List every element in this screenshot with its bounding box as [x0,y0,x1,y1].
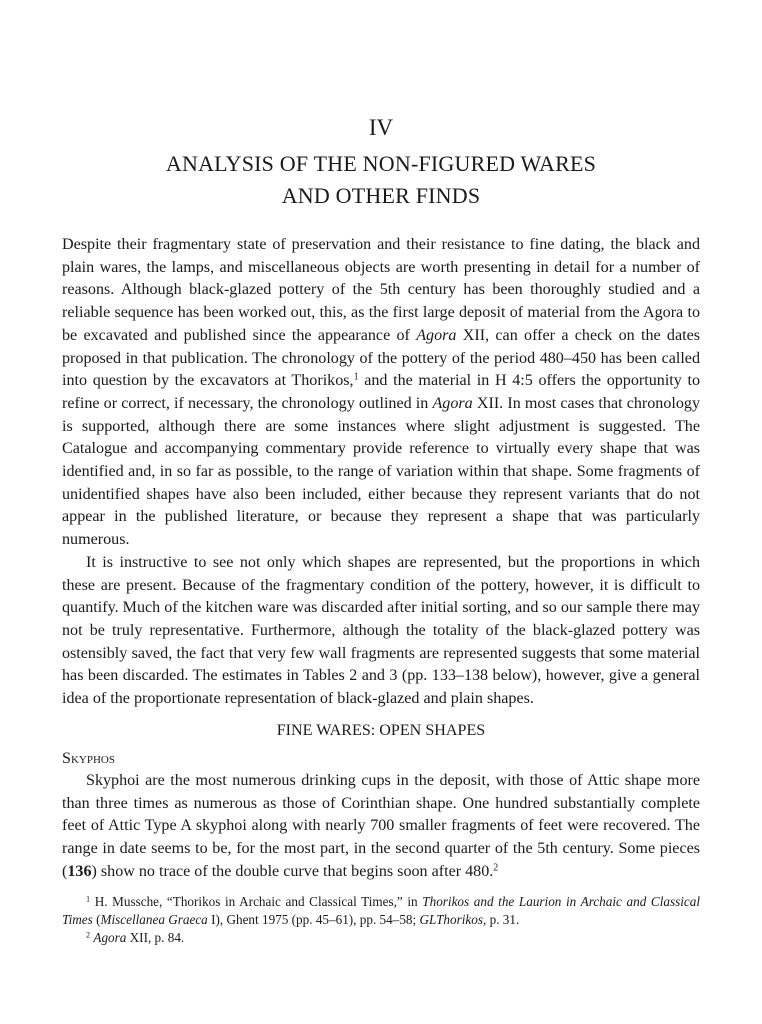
section-heading: FINE WARES: OPEN SHAPES [276,722,486,739]
agora-citation: Agora [432,394,473,412]
footnote-1-number: 1 [86,894,91,904]
section-paragraph-1 [62,770,700,884]
footnotes [62,893,700,947]
intro-text [62,234,700,711]
catalogue-ref: 136 [67,862,92,880]
intro-p1-text-d: XII. In most cases that chronology is supported, although there are some instances where slight adjustment is suggested. The Catalogue and accompanying commentary provide reference to virtually every shape that was identified and, in so far as possible, to the range of variation within that shape. Some fragments of unidentified shapes have also been included, either because they represent variants that do not appear in the published literature, or because they represent a shape that was particularly numerous. [62,394,700,549]
footnote-1-abbr: GLThorikos [419,912,483,927]
chapter-title [0,148,762,212]
section-subheading: Skyphos [62,750,115,767]
intro-paragraph-1 [62,234,700,552]
footnote-ref-1: 1 [353,371,359,383]
footnote-1-title: Thorikos and the Laurion in Archaic and Classical Times [62,894,700,927]
footnote-2 [62,929,700,947]
section-p1-text-a: Skyphoi are the most numerous drinking cups in the deposit, with those of Attic shape more than three times as numerous as those of Corinthian shape. One hundred substantially complete feet of Attic Type A skyphoi along with nearly 700 smaller fragments of feet were recovered. The range in date seems to be, for the most part, in the second quarter of the 5th century. Some pieces ( [62,772,700,880]
section-p1-text-b: ) show no trace of the double curve that begins soon after 480. [91,862,494,880]
footnote-2-number: 2 [86,930,91,940]
footnote-1 [62,893,700,929]
agora-citation: Agora [416,326,457,344]
footnote-2-agora: Agora [93,930,127,945]
footnote-1-text-b: ( [92,912,101,927]
intro-p1-text-a: Despite their fragmentary state of preservation and their resistance to fine dating, the black and plain wares, the lamps, and miscellaneous objects are worth presenting in detail for a number of reasons. Although black-glazed pottery of the 5th century has been thoroughly studied and a reliable sequence has been worked out, this, as the first large deposit of material from the Agora to be excavated and published since the appearance of [62,236,700,344]
chapter-title-line-2: AND OTHER FINDS [281,183,481,208]
footnote-1-series: Miscellanea Graeca [100,912,208,927]
intro-p1-text-c: and the material in H 4:5 offers the opportunity to refine or correct, if necessary, the chronology outlined in [62,372,700,412]
footnote-1-text-a: H. Mussche, “Thorikos in Archaic and Classical Times,” in [90,894,423,909]
intro-p1-text-b: XII, can offer a check on the dates proposed in that publication. The chronology of the pottery of the period 480–450 has been called into question by the excavators at Thorikos, [62,326,700,390]
chapter-number: IV [368,115,394,140]
footnote-ref-2: 2 [493,862,499,874]
chapter-title-line-1: ANALYSIS OF THE NON-FIGURED WARES [165,151,597,176]
section-text [62,770,700,884]
footnote-1-text-d: , p. 31. [483,912,520,927]
footnote-2-text: XII, p. 84. [126,930,185,945]
intro-paragraph-2: It is instructive to see not only which shapes are represented, but the proportions in which these are present. Because of the fragmentary condition of the pottery, however, it is difficult to quantify. Much of the kitchen ware was discarded after initial sorting, and so our sample there may not be truly representative. Furthermore, although the totality of the black-glazed pottery was ostensibly saved, the fact that very few wall fragments are represented suggests that some material has been discarded. The estimates in Tables 2 and 3 (pp. 133–138 below), however, give a general idea of the proportionate representation of black-glazed and plain shapes. [62,553,700,708]
footnote-1-text-c: I), Ghent 1975 (pp. 45–61), pp. 54–58; [207,912,420,927]
